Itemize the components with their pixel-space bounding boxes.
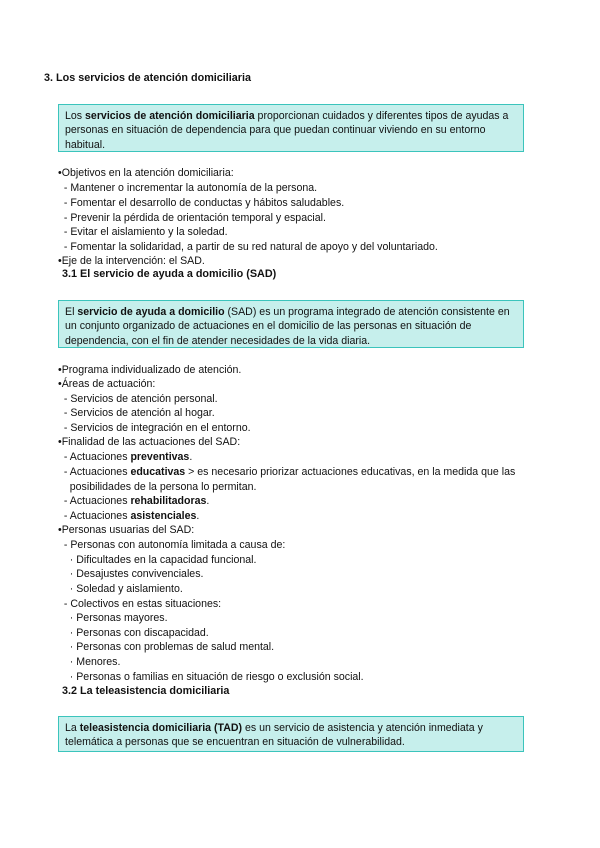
list-item: - Personas con autonomía limitada a causa de: — [58, 539, 286, 551]
list-item — [58, 465, 515, 479]
text: . — [196, 510, 200, 522]
list-item: · Dificultades en la capacidad funcional. — [58, 554, 257, 566]
list-item: •Finalidad de las actuaciones del SAD: — [58, 436, 241, 448]
text: . — [189, 451, 193, 463]
list-item: · Personas o familias en situación de riesgo o exclusión social. — [58, 671, 364, 683]
list-item: •Eje de la intervención: el SAD. — [58, 255, 205, 267]
definition-box-tad — [58, 716, 524, 752]
definition-pre: Los — [65, 110, 86, 122]
definition-box-sad — [58, 300, 524, 348]
definition-term: servicio de ayuda a domicilio — [77, 306, 225, 318]
definition-box-sad-general — [58, 104, 524, 152]
list-item: · Personas con problemas de salud mental. — [58, 641, 275, 653]
list-item: •Personas usuarias del SAD: — [58, 524, 195, 536]
definition-pre: La — [65, 722, 80, 734]
text: - Actuaciones — [58, 495, 131, 507]
text: - Actuaciones — [58, 451, 131, 463]
list-item — [58, 494, 209, 508]
bold-term: educativas — [130, 466, 186, 478]
list-item: - Colectivos en estas situaciones: — [58, 598, 222, 610]
list-item: · Menores. — [58, 656, 121, 668]
text: - Actuaciones — [58, 466, 131, 478]
list-item: · Personas mayores. — [58, 612, 168, 624]
list-item: - Fomentar el desarrollo de conductas y hábitos saludables. — [58, 197, 345, 209]
list-item: - Prevenir la pérdida de orientación temporal y espacial. — [58, 212, 326, 224]
list-item: - Servicios de atención personal. — [58, 393, 218, 405]
list-item: •Programa individualizado de atención. — [58, 364, 242, 376]
text: . — [206, 495, 210, 507]
list-item: - Evitar el aislamiento y la soledad. — [58, 226, 228, 238]
list-item: posibilidades de la persona lo permitan. — [58, 481, 257, 493]
list-item: - Servicios de integración en el entorno. — [58, 422, 251, 434]
list-item: •Objetivos en la atención domiciliaria: — [58, 167, 234, 179]
list-item: · Soledad y aislamiento. — [58, 583, 183, 595]
list-item: - Servicios de atención al hogar. — [58, 407, 215, 419]
definition-post: (SAD) es un programa integrado de atención consistente en un conjunto organizado de actuaciones en el domicilio de las personas en situación de dependencia, con el fin de atender necesidades de la vida diaria. — [65, 306, 510, 347]
list-item: - Mantener o incrementar la autonomía de la persona. — [58, 182, 318, 194]
section-3-2-heading: 3.2 La teleasistencia domiciliaria — [62, 685, 230, 697]
section-3-1-heading: 3.1 El servicio de ayuda a domicilio (SAD) — [62, 268, 277, 280]
list-item: - Fomentar la solidaridad, a partir de su red natural de apoyo y del voluntariado. — [58, 241, 438, 253]
definition-term: teleasistencia domiciliaria (TAD) — [79, 722, 243, 734]
bold-term: asistenciales — [130, 510, 197, 522]
text: - Actuaciones — [58, 510, 131, 522]
definition-term: servicios de atención domiciliaria — [85, 110, 255, 122]
bold-term: rehabilitadoras — [130, 495, 207, 507]
list-item: · Desajustes convivenciales. — [58, 568, 204, 580]
list-item — [58, 509, 199, 523]
section-3-heading: 3. Los servicios de atención domiciliaria — [44, 72, 252, 84]
definition-post: proporcionan cuidados y diferentes tipos de ayudas a personas en situación de dependencia para que puedan continuar viviendo en su entorno habitual. — [65, 110, 509, 151]
list-item: · Personas con discapacidad. — [58, 627, 209, 639]
definition-pre: El — [65, 306, 78, 318]
text: > es necesario priorizar actuaciones educativas, en la medida que las — [185, 466, 516, 478]
list-item: •Áreas de actuación: — [58, 378, 156, 390]
list-item — [58, 450, 192, 464]
bold-term: preventivas — [130, 451, 190, 463]
definition-post: es un servicio de asistencia y atención inmediata y telemática a personas que se encuentran en situación de vulnerabilidad. — [65, 722, 483, 749]
